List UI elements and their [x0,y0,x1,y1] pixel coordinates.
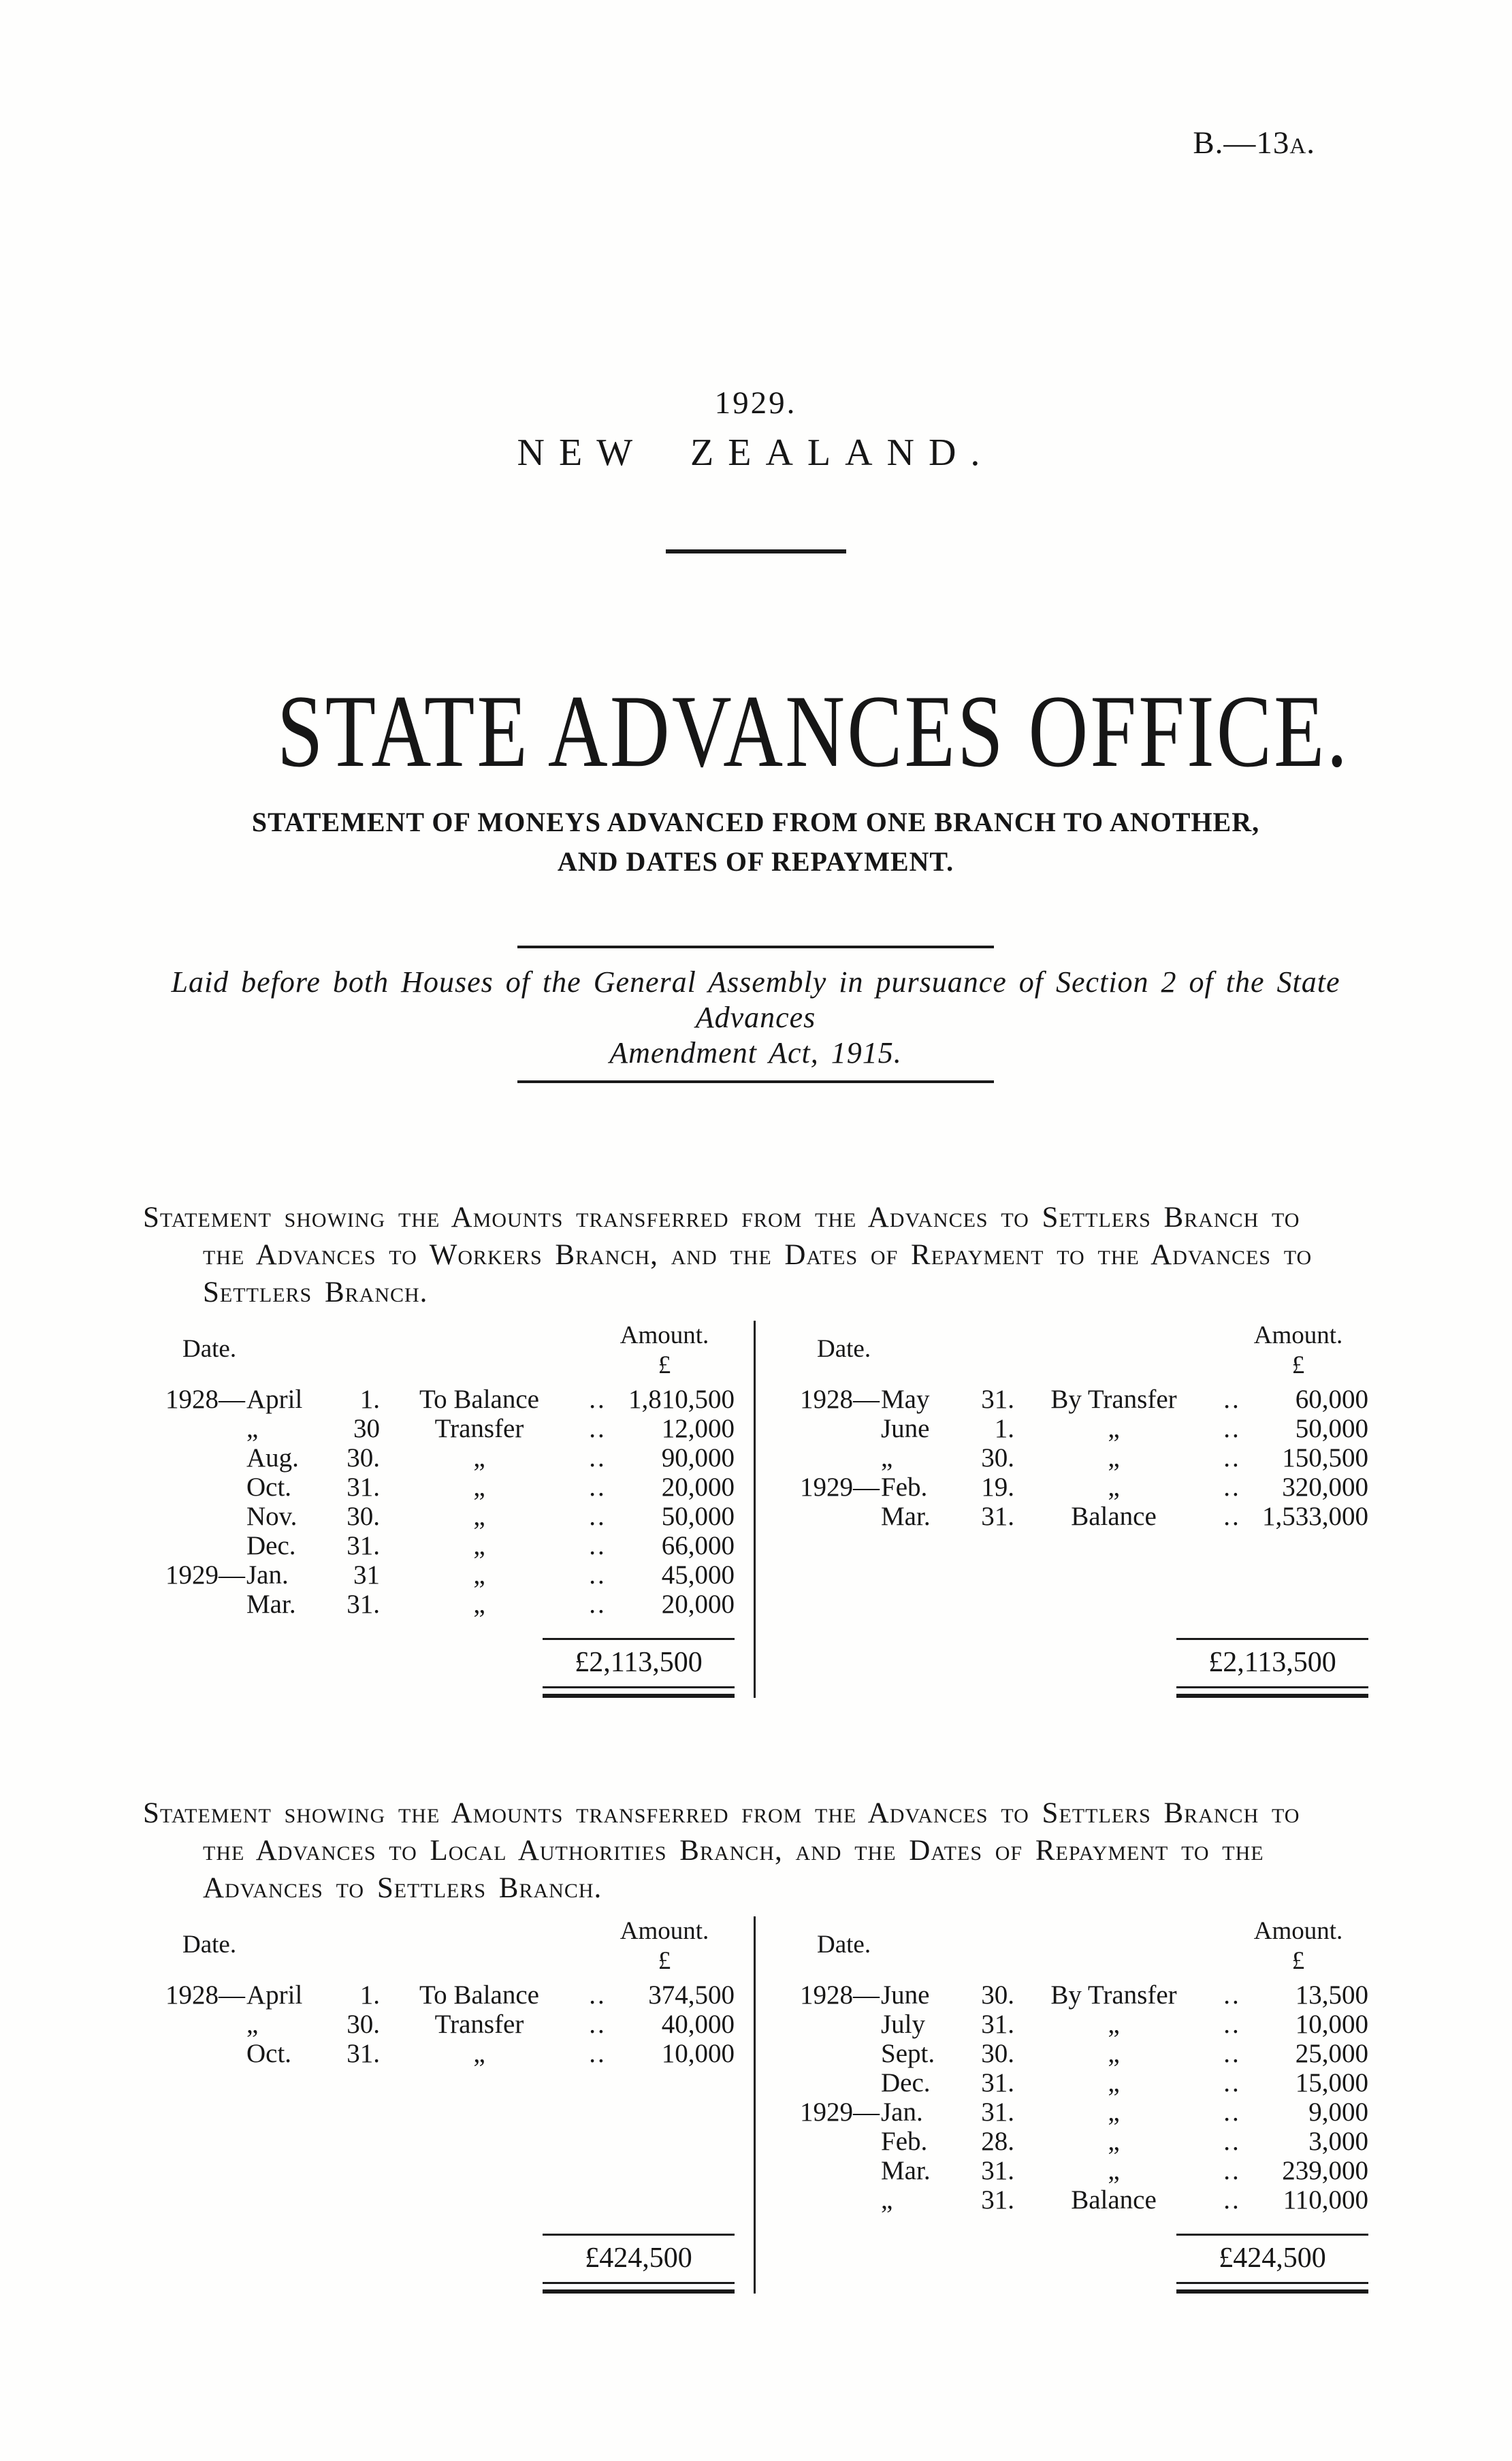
table-row [143,1473,735,1502]
amount-value: 10,000 [661,2039,735,2068]
amount-value: 60,000 [1295,1385,1368,1414]
subtitle [143,803,1368,882]
double-rule [543,1686,735,1698]
dot-leader: .. [589,1414,607,1443]
amount-value: 90,000 [661,1443,735,1473]
date-day: 30. [981,2039,1014,2068]
table-row [777,2068,1368,2097]
table-row [143,1414,735,1443]
date-month: Jan. [246,1560,289,1590]
amount-label: Amount. [1253,1321,1343,1349]
date-column-header: Date. [817,1931,871,1959]
table-row [777,1473,1368,1502]
entry-description: To Balance [419,1980,539,2010]
table-row [143,1385,735,1414]
date-day: 30. [347,1502,380,1531]
ledger-rows [777,1385,1368,1531]
amount-value: 40,000 [661,2010,735,2039]
column-headers [777,1916,1368,1976]
total-block [1176,1619,1368,1698]
page-title [143,674,1368,788]
entry-description: „ [1108,1443,1120,1473]
date-column-header: Date. [182,1931,237,1959]
credit-side [756,1321,1368,1698]
table-row [777,2039,1368,2068]
amount-value: 50,000 [1295,1414,1368,1443]
amount-value: 20,000 [661,1590,735,1619]
entry-description: „ [1108,2127,1120,2156]
date-year [143,1414,245,1443]
table-row [777,2010,1368,2039]
dot-leader: .. [1223,1502,1241,1531]
heading-line: the Advances to Local Authorities Branch, and the Dates of Repayment to the [203,1835,1264,1867]
statement-1-table [143,1321,1368,1698]
country-heading: NEW ZEALAND. [517,432,995,474]
entry-description: „ [1108,2039,1120,2068]
date-year: 1929— [800,1473,880,1502]
date-day: 31. [981,2010,1014,2039]
subtitle-line: STATEMENT OF MONEYS ADVANCED FROM ONE BRANCH TO ANOTHER, [251,807,1260,837]
date-day: 19. [981,1473,1014,1502]
date-year: 1928— [800,1980,880,2010]
amount-value: 374,500 [648,1980,735,2010]
total-amount: £424,500 [1219,2242,1326,2274]
statement-2-table [143,1916,1368,2294]
date-month: Mar. [881,2156,931,2185]
pound-sign-label: £ [658,1351,671,1379]
entry-description: „ [1108,2156,1120,2185]
date-month: June [881,1414,930,1443]
heading-line: Settlers Branch. [203,1276,428,1308]
dot-leader: .. [589,1531,607,1560]
amount-value: 50,000 [661,1502,735,1531]
date-day: 31. [347,1590,380,1619]
date-day: 31. [347,1473,380,1502]
dot-leader: .. [1223,2068,1241,2097]
date-year: 1929— [800,2097,880,2127]
date-month: „ [881,1443,893,1473]
debit-side [143,1321,756,1698]
table-row [777,1980,1368,2010]
date-year [777,2039,880,2068]
date-month: April [246,1385,303,1414]
dot-leader: .. [1223,2010,1241,2039]
date-year [143,2039,245,2068]
total-amount: £2,113,500 [1208,1647,1336,1678]
dot-leader: .. [1223,1980,1241,2010]
amount-value: 9,000 [1308,2097,1368,2127]
double-rule [1176,2282,1368,2294]
horizontal-rule [666,549,846,553]
date-month: Feb. [881,1473,928,1502]
dot-leader: .. [1223,1473,1241,1502]
date-month: Dec. [881,2068,931,2097]
entry-description: „ [473,1531,485,1560]
date-year [777,2068,880,2097]
amount-value: 20,000 [661,1473,735,1502]
dot-leader: .. [589,1473,607,1502]
amount-value: 66,000 [661,1531,735,1560]
dot-leader: .. [589,1385,607,1414]
dot-leader: .. [1223,1385,1241,1414]
column-headers [143,1321,735,1381]
date-day: 31. [347,2039,380,2068]
date-day: 31. [981,2185,1014,2215]
horizontal-rule [517,946,994,948]
table-row [143,2039,735,2068]
laid-before-note [143,965,1368,1071]
statement-1-heading [143,1199,1368,1311]
amount-value: 25,000 [1295,2039,1368,2068]
entry-description: Balance [1071,1502,1157,1531]
entry-description: „ [473,1443,485,1473]
entry-description: „ [1108,2097,1120,2127]
ledger-rows [143,1385,735,1619]
date-month: Feb. [881,2127,928,2156]
table-row [143,1560,735,1590]
dot-leader: .. [589,2039,607,2068]
date-column-header: Date. [182,1335,237,1363]
date-year: 1928— [165,1385,245,1414]
date-day: 31. [981,1385,1014,1414]
amount-value: 239,000 [1282,2156,1368,2185]
date-year [777,1443,880,1473]
amount-value: 1,810,500 [628,1385,735,1414]
laid-before-line: Laid before both Houses of the General Assembly in pursuance of Section 2 of the State Advances [171,965,1340,1034]
date-year [777,1502,880,1531]
entry-description: By Transfer [1050,1385,1177,1414]
table-row [143,1980,735,2010]
column-headers [777,1321,1368,1381]
page-title-text: STATE ADVANCES OFFICE. [276,674,1350,788]
amount-value: 15,000 [1295,2068,1368,2097]
entry-description: „ [1108,2010,1120,2039]
date-year [777,1414,880,1443]
dot-leader: .. [1223,2185,1241,2215]
heading-line: the Advances to Workers Branch, and the Dates of Repayment to the Advances to [203,1239,1313,1271]
date-year [143,1590,245,1619]
date-day: 31. [981,1502,1014,1531]
date-day: 31. [981,2068,1014,2097]
pound-sign-label: £ [1291,1351,1305,1379]
entry-description: By Transfer [1050,1980,1177,2010]
amount-value: 10,000 [1295,2010,1368,2039]
table-row [777,1502,1368,1531]
entry-description: „ [1108,1414,1120,1443]
amount-column-header [1228,1916,1368,1976]
dot-leader: .. [589,1502,607,1531]
total-amount: £2,113,500 [575,1647,703,1678]
heading-line: Statement showing the Amounts transferred from the Advances to Settlers Branch to [143,1202,1300,1234]
statement-2-heading [143,1795,1368,1907]
table-row [777,2097,1368,2127]
column-headers [143,1916,735,1976]
date-year: 1929— [165,1560,245,1590]
entry-description: Transfer [434,1414,524,1443]
table-row [143,1502,735,1531]
amount-value: 110,000 [1283,2185,1368,2215]
table-row [143,2010,735,2039]
date-day: 28. [981,2127,1014,2156]
date-month: „ [881,2185,893,2215]
laid-before-line: Amendment Act, 1915. [609,1036,902,1069]
table-row [143,1590,735,1619]
amount-column-header [594,1321,735,1381]
date-month: May [881,1385,930,1414]
dot-leader: .. [1223,1443,1241,1473]
double-rule [543,2282,735,2294]
date-month: Oct. [246,1473,292,1502]
entry-description: „ [1108,1473,1120,1502]
date-month: „ [246,1414,259,1443]
pound-sign-label: £ [1291,1947,1305,1975]
amount-column-header [594,1916,735,1976]
date-year [143,1443,245,1473]
amount-column-header [1228,1321,1368,1381]
date-year: 1928— [800,1385,880,1414]
date-month: Jan. [881,2097,923,2127]
date-year [143,1531,245,1560]
heading-line: Advances to Settlers Branch. [203,1872,602,1904]
date-month: Mar. [881,1502,931,1531]
date-day: 1. [994,1414,1014,1443]
date-month: July [881,2010,926,2039]
amount-value: 3,000 [1308,2127,1368,2156]
date-month: April [246,1980,303,2010]
date-year [143,1473,245,1502]
amount-value: 45,000 [661,1560,735,1590]
date-day: 30. [347,2010,380,2039]
date-month: Mar. [246,1590,296,1619]
total-block [543,1619,735,1698]
table-row [777,2156,1368,2185]
dot-leader: .. [1223,2156,1241,2185]
entry-description: „ [1108,2068,1120,2097]
dot-leader: .. [589,1443,607,1473]
total-block [1176,2215,1368,2294]
date-month: Sept. [881,2039,935,2068]
amount-value: 320,000 [1282,1473,1368,1502]
amount-value: 13,500 [1295,1980,1368,2010]
table-row [777,1385,1368,1414]
date-day: 31. [981,2097,1014,2127]
table-row [777,2185,1368,2215]
date-year [777,2010,880,2039]
entry-description: „ [473,1560,485,1590]
dot-leader: .. [589,1590,607,1619]
date-day: 30. [981,1980,1014,2010]
date-day: 31 [353,1560,380,1590]
entry-description: Transfer [434,2010,524,2039]
date-year [143,1502,245,1531]
amount-label: Amount. [620,1917,709,1945]
date-day: 31. [347,1531,380,1560]
year-heading: 1929. [714,385,797,421]
doc-number: B.—13a. [1193,125,1315,161]
dot-leader: .. [589,2010,607,2039]
dot-leader: .. [1223,2127,1241,2156]
amount-value: 12,000 [661,1414,735,1443]
ledger-rows [143,1980,735,2068]
table-row [143,1531,735,1560]
dot-leader: .. [1223,2097,1241,2127]
date-year [777,2127,880,2156]
date-day: 30. [347,1443,380,1473]
credit-side [756,1916,1368,2294]
table-row [777,1443,1368,1473]
date-year [143,2010,245,2039]
total-block [543,2215,735,2294]
amount-value: 150,500 [1282,1443,1368,1473]
entry-description: „ [473,1473,485,1502]
horizontal-rule [517,1080,994,1083]
dot-leader: .. [589,1560,607,1590]
date-day: 30. [981,1443,1014,1473]
entry-description: „ [473,1590,485,1619]
amount-label: Amount. [1253,1917,1343,1945]
table-row [777,2127,1368,2156]
dot-leader: .. [589,1980,607,2010]
date-month: Nov. [246,1502,297,1531]
date-day: 31. [981,2156,1014,2185]
entry-description: „ [473,1502,485,1531]
date-year [777,2156,880,2185]
date-day: 1. [359,1385,380,1414]
date-year [777,2185,880,2215]
entry-description: „ [473,2039,485,2068]
date-month: Aug. [246,1443,299,1473]
date-year: 1928— [165,1980,245,2010]
double-rule [1176,1686,1368,1698]
date-column-header: Date. [817,1335,871,1363]
ledger-rows [777,1980,1368,2215]
amount-label: Amount. [620,1321,709,1349]
dot-leader: .. [1223,1414,1241,1443]
total-amount: £424,500 [585,2242,692,2274]
table-row [143,1443,735,1473]
date-month: June [881,1980,930,2010]
heading-line: Statement showing the Amounts transferred from the Advances to Settlers Branch to [143,1797,1300,1829]
date-month: Oct. [246,2039,292,2068]
date-day: 30 [353,1414,380,1443]
pound-sign-label: £ [658,1947,671,1975]
table-row [777,1414,1368,1443]
debit-side [143,1916,756,2294]
dot-leader: .. [1223,2039,1241,2068]
entry-description: Balance [1071,2185,1157,2215]
date-month: „ [246,2010,259,2039]
entry-description: To Balance [419,1385,539,1414]
subtitle-line: AND DATES OF REPAYMENT. [557,846,954,877]
date-month: Dec. [246,1531,296,1560]
amount-value: 1,533,000 [1262,1502,1368,1531]
date-day: 1. [359,1980,380,2010]
